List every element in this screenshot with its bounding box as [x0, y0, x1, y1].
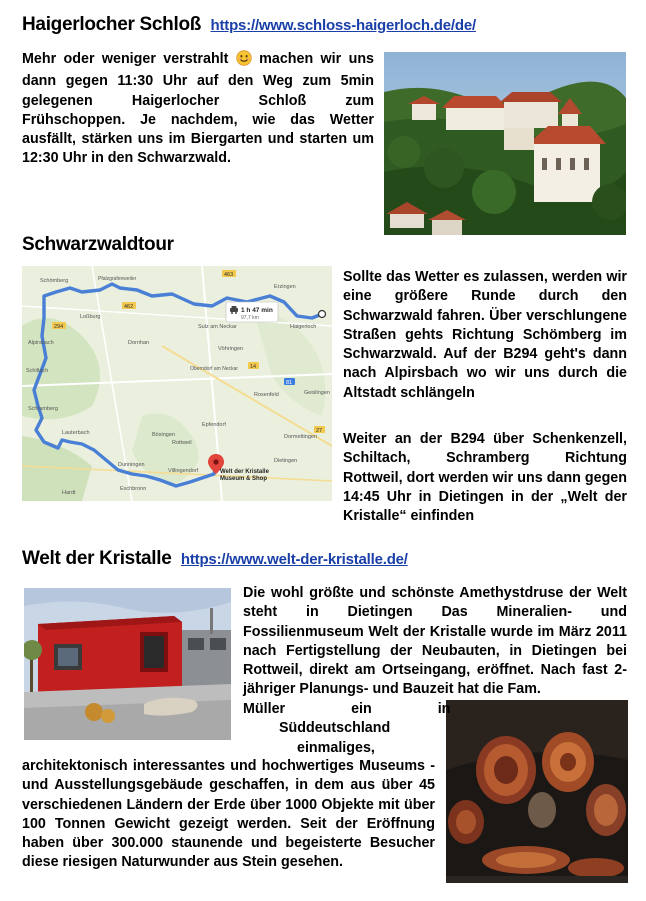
map-label-schramberg: Schramberg [28, 406, 58, 412]
tour-title: Schwarzwaldtour [22, 234, 174, 255]
map-label-boesingen: Bösingen [152, 432, 175, 438]
tour-paragraph-2: Weiter an der B294 über Schenkenzell, Schiltach, Schramberg Richtung Rottweil, dort werden wir uns dann gegen 14:45 Uhr in Dietingen in der „Welt der Kristalle“ einfinden [343, 431, 627, 525]
map-label-lauterbach: Lauterbach [62, 430, 90, 436]
kristalle-paragraph-bottom: architektonisch interessantes und hochwertiges Museums -und Ausstellungsgebäude geschaffen, in dem aus über 45 verschiedenen Ländern der Erde über 1000 Objekte mit über 100 Tonnen Gewicht gezeigt werden. Seit der Eröffnung haben über 300.000 staunende und begeisterte Besucher diese riesigen Naturwunder aus Stein gesehen. [22, 758, 435, 871]
svg-text:27: 27 [316, 428, 323, 434]
kristalle-paragraph-middle [243, 700, 451, 758]
map-label-oberndorf: Oberndorf am Neckar [190, 366, 239, 372]
map-label-dunningen: Dunningen [118, 462, 145, 468]
schloss-photo [384, 52, 626, 235]
map-label-dormettingen: Dormettingen [284, 434, 318, 440]
road-badge-14 [248, 362, 259, 370]
map-label-pfalzgrafenweiler: Pfalzgrafenweiler [98, 276, 137, 282]
svg-text:462: 462 [124, 304, 134, 310]
smiling-face-emoji-icon [236, 50, 252, 72]
schloss-url-link[interactable]: https://www.schloss-haigerloch.de/de/ [210, 17, 476, 34]
map-label-dornhan: Dornhan [128, 340, 150, 346]
kristalle-paragraph-top: Die wohl größte und schönste Amethystdruse der Welt steht in Dietingen Das Mineralien- und Fossilienmuseum Welt der Kristalle wurde im März 2011 nach Fertigstellung der Neubauten, in Dietingen bei Rottweil, direkt am Ortseingang, eröffnet. Nach fast 2-jähriger Planungs- und Bauzeit hat die Fam. [243, 585, 627, 698]
section-schloss-heading [22, 14, 476, 36]
road-badge-27 [314, 426, 325, 434]
map-label-alpirsbach: Alpirsbach [28, 340, 54, 346]
kristalle-title: Welt der Kristalle [22, 548, 172, 569]
map-label-voehringen: Vöhringen [218, 346, 244, 352]
map-label-schiltach: Schiltach [26, 368, 49, 374]
schloss-text-after: machen wir uns dann gegen 11:30 Uhr auf den Weg zum 5min gelegenen Haigerlocher Schloß zum Frühschoppen. Je nachdem, wie das Wetter ausfällt, stärken uns im Biergarten und starten um 12:30 Uhr in den Schwarzwald. [22, 51, 374, 167]
destination-label-line2: Museum & Shop [220, 476, 268, 482]
map-label-dietingen: Dietingen [274, 458, 298, 464]
map-label-rosenfeld: Rosenfeld [254, 392, 279, 398]
kristalle-url-link[interactable]: https://www.welt-der-kristalle.de/ [180, 551, 408, 568]
schloss-paragraph [22, 50, 374, 169]
road-badge-294 [52, 322, 66, 330]
schloss-title: Haigerlocher Schloß [22, 14, 202, 35]
route-start-marker [319, 311, 326, 318]
route-map[interactable] [22, 266, 332, 501]
map-label-eschbronn: Eschbronn [120, 486, 147, 492]
map-label-lossburg: Loßburg [80, 314, 101, 320]
map-label-geislingen: Geislingen [304, 390, 330, 396]
road-badge-462 [122, 302, 136, 310]
kristalle-mid-text-1: Müller ein in [243, 701, 451, 717]
schloss-text-before: Mehr oder weniger verstrahlt [22, 51, 236, 67]
map-label-rottweil: Rottweil [172, 440, 192, 446]
museum-interior-photo [446, 700, 628, 883]
map-label-haigerloch: Haigerloch [290, 324, 317, 330]
svg-text:463: 463 [224, 272, 234, 278]
svg-text:294: 294 [54, 324, 64, 330]
map-label-schoemberg: Schömberg [40, 278, 69, 284]
map-label-epfendorf: Epfendorf [202, 422, 226, 428]
tour-paragraph-1: Sollte das Wetter es zulassen, werden wir eine größere Runde durch den Schwarzwald fahren. Über verschlungene Straßen gehts Richtung Schömberg im Schwarzwald. Auf der B294 geht's dann nach Alpirsbach wo wir uns durch die Altstadt schlängeln [343, 269, 627, 401]
route-distance: 97,7 km [241, 315, 259, 321]
map-label-villingendorf: Villingendorf [168, 468, 199, 474]
kristalle-mid-line-3: einmaliges, [297, 739, 375, 756]
section-kristalle-heading [22, 548, 408, 570]
map-label-sulz: Sulz am Neckar [198, 324, 237, 330]
road-badge-463 [222, 270, 236, 278]
svg-text:14: 14 [250, 364, 257, 370]
destination-label-line1: Welt der Kristalle [220, 469, 269, 475]
museum-building-photo [24, 588, 231, 740]
kristalle-mid-line-1 [243, 700, 451, 719]
map-label-hardt: Hardt [62, 490, 76, 496]
kristalle-mid-line-2: Süddeutschland [279, 720, 391, 737]
route-duration: 1 h 47 min [241, 307, 273, 314]
map-label-erzingen: Erzingen [274, 284, 296, 290]
route-duration-callout [226, 302, 278, 322]
svg-text:81: 81 [286, 380, 293, 386]
road-badge-81 [284, 378, 295, 386]
